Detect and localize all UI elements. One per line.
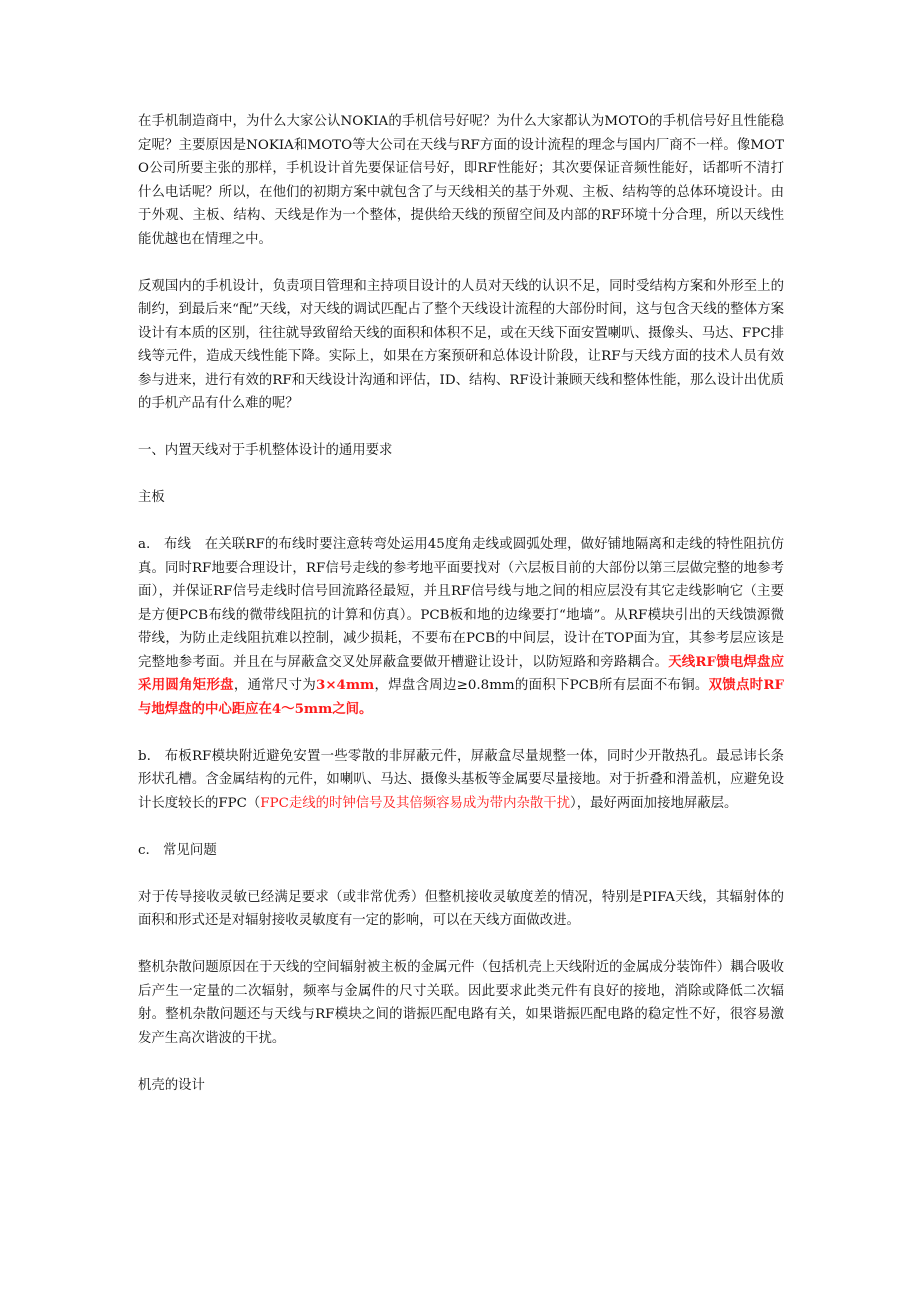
highlight-fpc-interference: FPC走线的时钟信号及其倍频容易成为带内杂散干扰: [260, 795, 571, 811]
subsection-heading-mainboard: 主板: [138, 490, 165, 505]
routing-text-copper: ，焊盘含周边≥0.8mm的面积下PCB所有层面不布铜。: [374, 678, 709, 693]
routing-text-size: ，通常尺寸为: [233, 678, 317, 693]
layout-text-end: ），最好两面加接地屏蔽层。: [570, 795, 738, 811]
subsection-heading-common-issues: c. 常见问题: [138, 842, 217, 858]
paragraph-intro: 在手机制造商中，为什么大家公认NOKIA的手机信号好呢？为什么大家都认为MOTO的手机信号好且性能稳定呢？主要原因是NOKIA和MOTO等大公司在天线与RF方面的设计流程的理念与国内厂商不一样。像MOTO公司所要主张的那样，手机设计首先要保证信号好，即RF性能好；其次要保证音频性能好，话都听不清打什么电话呢？所以，在他们的初期方案中就包含了与天线相关的基于外观、主板、结构等的总体环境设计。由于外观、主板、结构、天线是作为一个整体，提供给天线的预留空间及内部的RF环境十分合理，所以天线性能优越也在情理之中。: [138, 114, 784, 247]
highlight-pad-size: 3×4mm: [316, 677, 375, 693]
paragraph-routing: [138, 533, 784, 721]
routing-text: a. 布线 在关联RF的布线时要注意转弯处运用45度角走线或圆弧处理，做好铺地隔离和走线的特性阻抗仿真。同时RF地要合理设计，RF信号走线的参考地平面要找对（六层板目前的大部份以第三层做完整的地参考面），并保证RF信号走线时信号回流路径最短，并且RF信号线与地之间的相应层没有其它走线影响它（主要是方便PCB布线的微带线阻抗的计算和仿真）。PCB板和地的边缘要打“地墙”。从RF模块引出的天线馈源微带线，为防止走线阻抗难以控制，减少损耗，不要布在PCB的中间层，设计在TOP面为宜，其参考层应该是完整地参考面。并且在与屏蔽盒交叉处屏蔽盒要做开槽避让设计，以防短路和旁路耦合。: [138, 537, 784, 670]
highlight-dual-feed: 双馈点时RF与地焊盘的中心距应在4～5mm之间。: [138, 677, 784, 717]
highlight-feed-pad: 天线RF馈电焊盘应采用圆角矩形盘: [138, 653, 785, 693]
subsection-heading-housing-design: 机壳的设计: [138, 1077, 205, 1093]
section-heading-general-requirements: 一、内置天线对于手机整体设计的通用要求: [138, 443, 393, 458]
paragraph-sensitivity: 对于传导接收灵敏已经满足要求（或非常优秀）但整机接收灵敏度差的情况，特别是PIFA天线，其辐射体的面积和形式还是对辐射接收灵敏度有一定的影响，可以在天线方面做改进。: [138, 889, 784, 928]
document-body: [138, 110, 784, 1121]
layout-text: b. 布板RF模块附近避免安置一些零散的非屏蔽元件，屏蔽盒尽量规整一体，同时少开散热孔。最忌讳长条形状孔槽。含金属结构的元件，如喇叭、马达、摄像头基板等金属要尽量接地。对于折叠和滑盖机，应避免设计长度较长的FPC（: [138, 748, 784, 811]
paragraph-spurious: 整机杂散问题原因在于天线的空间辐射被主板的金属元件（包括机壳上天线附近的金属成分装饰件）耦合吸收后产生一定量的二次辐射，频率与金属件的尺寸关联。因此要求此类元件有良好的接地，消除或降低二次辐射。整机杂散问题还与天线与RF模块之间的谐振匹配电路有关，如果谐振匹配电路的稳定性不好，很容易激发产生高次谐波的干扰。: [138, 960, 784, 1046]
paragraph-layout: [138, 745, 784, 816]
paragraph-domestic-design: 反观国内的手机设计，负责项目管理和主持项目设计的人员对天线的认识不足，同时受结构方案和外形至上的制约，到最后来“配”天线，对天线的调试匹配占了整个天线设计流程的大部份时间，这与包含天线的整体方案设计有本质的区别，往往就导致留给天线的面积和体积不足，或在天线下面安置喇叭、摄像头、马达、FPC排线等元件，造成天线性能下降。实际上，如果在方案预研和总体设计阶段，让RF与天线方面的技术人员有效参与进来，进行有效的RF和天线设计沟通和评估，ID、结构、RF设计兼顾天线和整体性能，那么设计出优质的手机产品有什么难的呢？: [138, 278, 784, 411]
